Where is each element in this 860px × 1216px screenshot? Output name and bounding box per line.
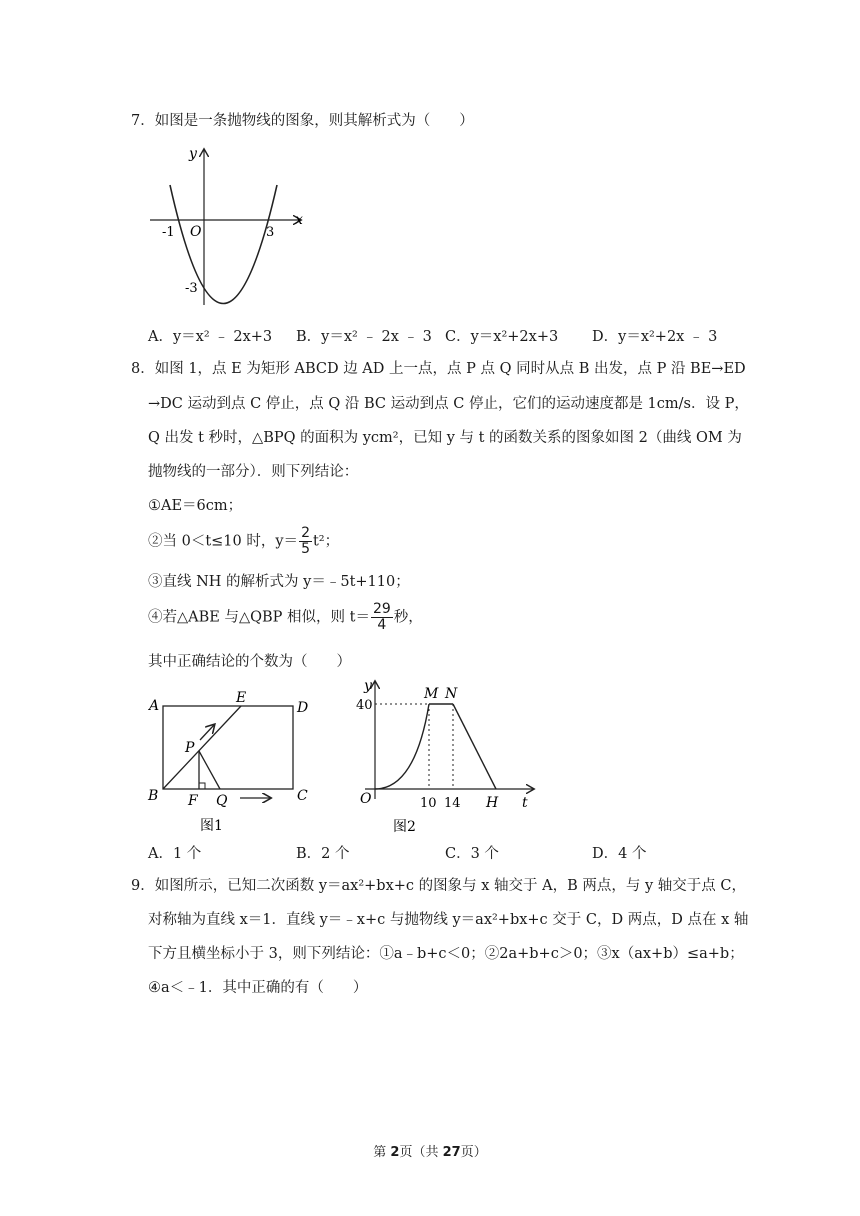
- svg-text:C: C: [297, 788, 308, 804]
- svg-text:E: E: [236, 690, 247, 706]
- q7-label-y-intercept: -3: [185, 281, 198, 296]
- q7-label-root-right: 3: [266, 225, 275, 240]
- svg-text:y: y: [364, 678, 372, 694]
- q9-line-2: 对称轴为直线 x＝1．直线 y＝﹣x+c 与抛物线 y＝ax²+bx+c 交于 C，D 两点，D 点在 x 轴: [148, 912, 749, 928]
- q9-line-4: ④a＜﹣1．其中正确的有（ ）: [148, 980, 368, 996]
- page-total: 27: [442, 1145, 461, 1160]
- svg-text:B: B: [148, 788, 159, 804]
- q7-stem: 7．如图是一条抛物线的图象，则其解析式为（ ）: [131, 113, 474, 129]
- curve-om: [375, 704, 429, 789]
- q8-conclusion-1: ①AE＝6cm；: [148, 498, 243, 514]
- page-footer: 第 2页（共 27页）: [373, 1145, 487, 1160]
- q8-line-3: Q 出发 t 秒时，△BPQ 的面积为 ycm²，已知 y 与 t 的函数关系的图象如图 2（曲线 OM 为: [148, 430, 742, 446]
- svg-text:A: A: [149, 698, 160, 714]
- q7-option-b[interactable]: B．y＝x² ﹣ 2x ﹣ 3: [296, 329, 432, 345]
- q7-label-origin: O: [190, 224, 202, 240]
- svg-text:t: t: [522, 795, 528, 811]
- segment-be: [163, 706, 241, 789]
- q8-ask: 其中正确结论的个数为（ ）: [148, 654, 351, 670]
- rectangle-abcd: [163, 706, 293, 789]
- q8-line-1: 8．如图 1，点 E 为矩形 ABCD 边 AD 上一点，点 P 点 Q 同时从点 B 出发，点 P 沿 BE→ED: [131, 361, 746, 377]
- q8-conclusion-3: ③直线 NH 的解析式为 y＝﹣5t+110；: [148, 574, 410, 590]
- q8-option-a[interactable]: A．1 个: [148, 846, 202, 862]
- svg-text:M: M: [424, 686, 439, 702]
- fraction-2-5: $\frac{2}{5}$: [301, 525, 310, 557]
- q7-options: [148, 327, 788, 347]
- svg-text:H: H: [486, 795, 499, 811]
- figure-1-caption: 图1: [200, 818, 223, 834]
- q8-option-b[interactable]: B．2 个: [296, 846, 350, 862]
- q9-line-1: 9．如图所示，已知二次函数 y＝ax²+bx+c 的图象与 x 轴交于 A，B 两点，与 y 轴交于点 C，: [131, 878, 747, 894]
- q7-label-root-left: -1: [162, 225, 175, 240]
- svg-text:40: 40: [356, 698, 373, 713]
- q8-line-2: →DC 运动到点 C 停止，点 Q 沿 BC 运动到点 C 停止，它们的运动速度都是 1cm/s．设 P，: [148, 396, 749, 412]
- q8-conclusion-2: ②当 0＜t≤10 时，y＝ $\frac{2}{5}$ t²；: [148, 525, 340, 557]
- svg-text:14: 14: [444, 796, 461, 811]
- svg-text:F: F: [188, 793, 198, 809]
- q8-figure-1: [140, 690, 330, 840]
- segment-nh: [453, 704, 496, 789]
- q7-option-c[interactable]: C．y＝x²+2x+3: [445, 329, 559, 345]
- q7-label-x: x: [295, 212, 303, 228]
- page-number: 2: [390, 1145, 400, 1160]
- fraction-29-4: $\frac{29}{4}$: [372, 601, 391, 633]
- q8-options: [148, 844, 788, 864]
- figure-2-caption: 图2: [393, 819, 416, 835]
- svg-text:Q: Q: [216, 793, 228, 809]
- q8-option-c[interactable]: C．3 个: [445, 846, 499, 862]
- q8-figure-2: [345, 676, 540, 840]
- q9-line-3: 下方且横坐标小于 3，则下列结论：①a﹣b+c＜0；②2a+b+c＞0；③x（ax+b）≤a+b；: [148, 946, 744, 962]
- q8-conclusion-4: ④若△ABE 与△QBP 相似，则 t＝ $\frac{29}{4}$ 秒，: [148, 601, 423, 633]
- q7-label-y: y: [189, 146, 197, 162]
- q8-option-d[interactable]: D．4 个: [592, 846, 647, 862]
- q8-line-4: 抛物线的一部分）．则下列结论：: [148, 464, 359, 480]
- q7-parabola-graph: [140, 140, 310, 310]
- svg-text:N: N: [445, 686, 458, 702]
- right-angle-mark: [199, 783, 205, 789]
- q7-option-a[interactable]: A．y＝x² ﹣ 2x+3: [148, 329, 273, 345]
- svg-text:D: D: [297, 700, 309, 716]
- svg-text:10: 10: [420, 796, 437, 811]
- svg-text:P: P: [185, 740, 195, 756]
- svg-text:O: O: [360, 791, 372, 807]
- q7-option-d[interactable]: D．y＝x²+2x ﹣ 3: [592, 329, 718, 345]
